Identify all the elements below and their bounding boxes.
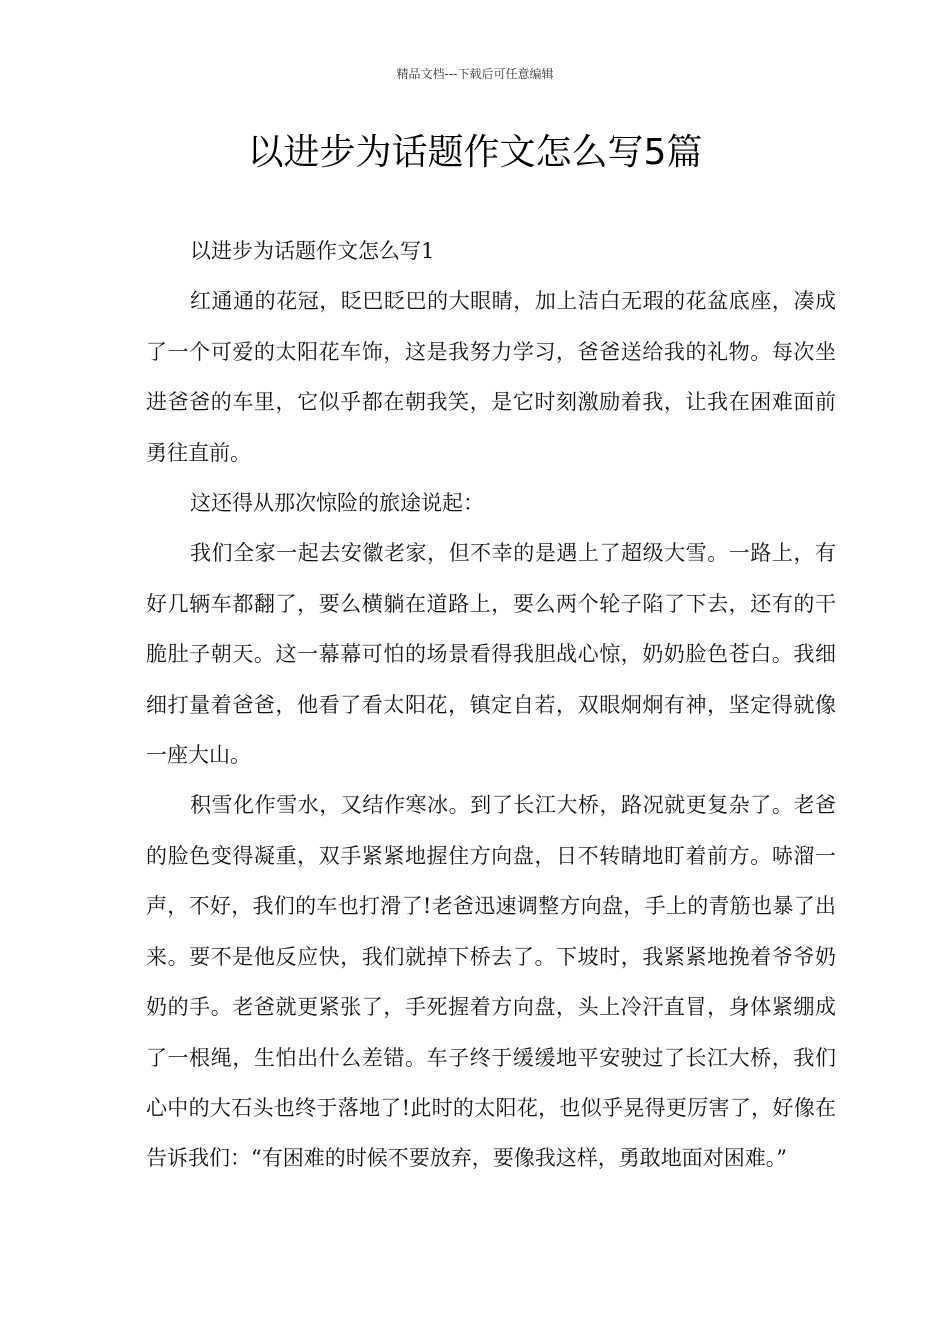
document-body: [146, 226, 836, 1184]
paragraph: 红通通的花冠，眨巴眨巴的大眼睛，加上洁白无瑕的花盆底座，凑成了一个可爱的太阳花车饰，这是我努力学习，爸爸送给我的礼物。每次坐进爸爸的车里，它似乎都在朝我笑，是它时刻激励着我，让我在困难面前勇往直前。: [146, 289, 836, 465]
paragraph-subtitle: 以进步为话题作文怎么写1: [190, 239, 435, 263]
page-header: 精品文档---下载后可任意编辑: [396, 67, 554, 81]
document-title: 以进步为话题作文怎么写5篇: [247, 132, 703, 173]
paragraph: 积雪化作雪水，又结作寒冰。到了长江大桥，路况就更复杂了。老爸的脸色变得凝重，双手紧紧地握住方向盘，日不转睛地盯着前方。哧溜一声，不好，我们的车也打滑了!老爸迅速调整方向盘，手上的青筋也暴了出来。要不是他反应快，我们就掉下桥去了。下坡时，我紧紧地挽着爷爷奶奶的手。老爸就更紧张了，手死握着方向盘，头上冷汗直冒，身体紧绷成了一根绳，生怕出什么差错。车子终于缓缓地平安驶过了长江大桥，我们心中的大石头也终于落地了!此时的太阳花，也似乎晃得更厉害了，好像在告诉我们：“有困难的时候不要放弃，要像我这样，勇敢地面对困难。”: [146, 793, 836, 1171]
paragraph: 我们全家一起去安徽老家，但不幸的是遇上了超级大雪。一路上，有好几辆车都翻了，要么横躺在道路上，要么两个轮子陷了下去，还有的干脆肚子朝天。这一幕幕可怕的场景看得我胆战心惊，奶奶脸色苍白。我细细打量着爸爸，他看了看太阳花，镇定自若，双眼炯炯有神，坚定得就像一座大山。: [146, 541, 836, 768]
paragraph: 这还得从那次惊险的旅途说起：: [190, 491, 484, 516]
